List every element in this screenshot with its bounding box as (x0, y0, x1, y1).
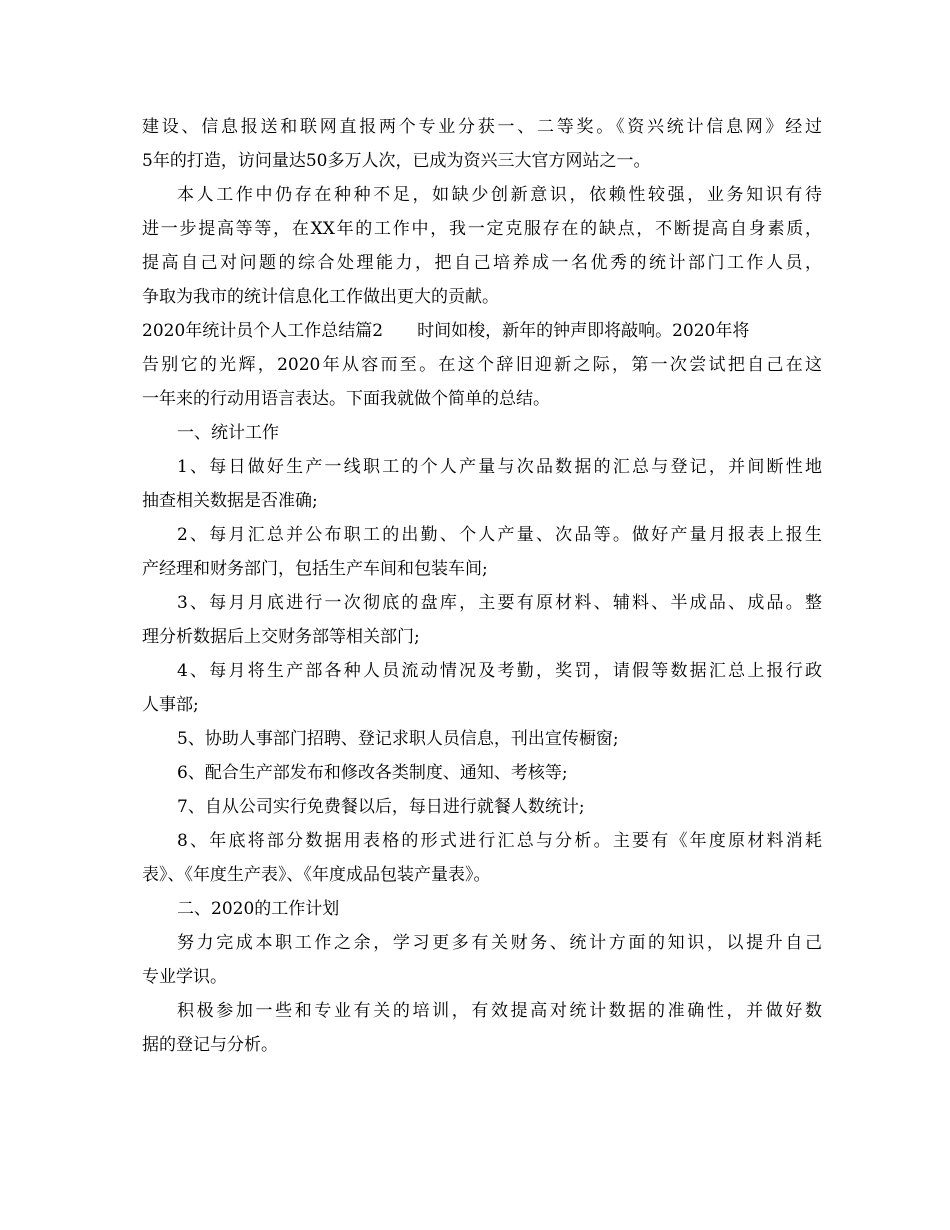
list-item: 2、每月汇总并公布职工的出勤、个人产量、次品等。做好产量月报表上报生 (177, 525, 822, 545)
text-line: 一年来的行动用语言表达。下面我就做个简单的总结。 (142, 389, 550, 409)
list-item: 4、每月将生产部各种人员流动情况及考勤，奖罚，请假等数据汇总上报行政 (177, 661, 822, 681)
text-line: 专业学识。 (142, 967, 227, 987)
text-line: 理分析数据后上交财务部等相关部门; (142, 627, 420, 647)
text-line: 进一步提高等等，在XX年的工作中，我一定克服存在的缺点，不断提高自身素质， (142, 219, 822, 239)
section-title-line (142, 314, 822, 348)
list-item: 7、自从公司实行免费餐以后，每日进行就餐人数统计; (177, 797, 585, 817)
text-line: 积极参加一些和专业有关的培训，有效提高对统计数据的准确性，并做好数 (177, 1001, 822, 1021)
text-line: 人事部; (142, 695, 199, 715)
section-title: 2020年统计员个人工作总结篇2 (142, 321, 384, 341)
text-line: 建设、信息报送和联网直报两个专业分获一、二等奖。《资兴统计信息网》经过 (142, 117, 822, 137)
list-item: 8、年底将部分数据用表格的形式进行汇总与分析。主要有《年度原材料消耗 (177, 831, 822, 851)
text-line: 努力完成本职工作之余，学习更多有关财务、统计方面的知识，以提升自己 (177, 933, 822, 953)
text-line: 告别它的光辉，2020年从容而至。在这个辞旧迎新之际，第一次尝试把自己在这 (142, 355, 822, 375)
text-line: 本人工作中仍存在种种不足，如缺少创新意识，依赖性较强，业务知识有待 (177, 185, 822, 205)
heading-statistics-work: 一、统计工作 (177, 423, 279, 443)
text-line: 表》、《年度生产表》、《年度成品包装产量表》。 (142, 865, 491, 885)
text-line: 5年的打造，访问量达50多万人次，已成为资兴三大官方网站之一。 (142, 151, 651, 171)
text-line: 抽查相关数据是否准确; (142, 491, 318, 511)
list-item: 3、每月月底进行一次彻底的盘库，主要有原材料、辅料、半成品、成品。整 (177, 593, 822, 613)
list-item: 6、配合生产部发布和修改各类制度、通知、考核等; (177, 763, 568, 783)
text-line: 提高自己对问题的综合处理能力，把自己培养成一名优秀的统计部门工作人员， (142, 253, 822, 273)
text-line: 据的登记与分析。 (142, 1035, 278, 1055)
text-line: 争取为我市的统计信息化工作做出更大的贡献。 (142, 287, 499, 307)
list-item: 5、协助人事部门招聘、登记求职人员信息，刊出宣传橱窗; (177, 729, 619, 749)
list-item: 1、每日做好生产一线职工的个人产量与次品数据的汇总与登记，并间断性地 (177, 457, 822, 477)
document-body (142, 110, 822, 1062)
text-line: 产经理和财务部门，包括生产车间和包装车间; (142, 559, 488, 579)
text-line: 时间如梭，新年的钟声即将敲响。2020年将 (417, 321, 750, 341)
heading-work-plan: 二、2020的工作计划 (177, 899, 340, 919)
